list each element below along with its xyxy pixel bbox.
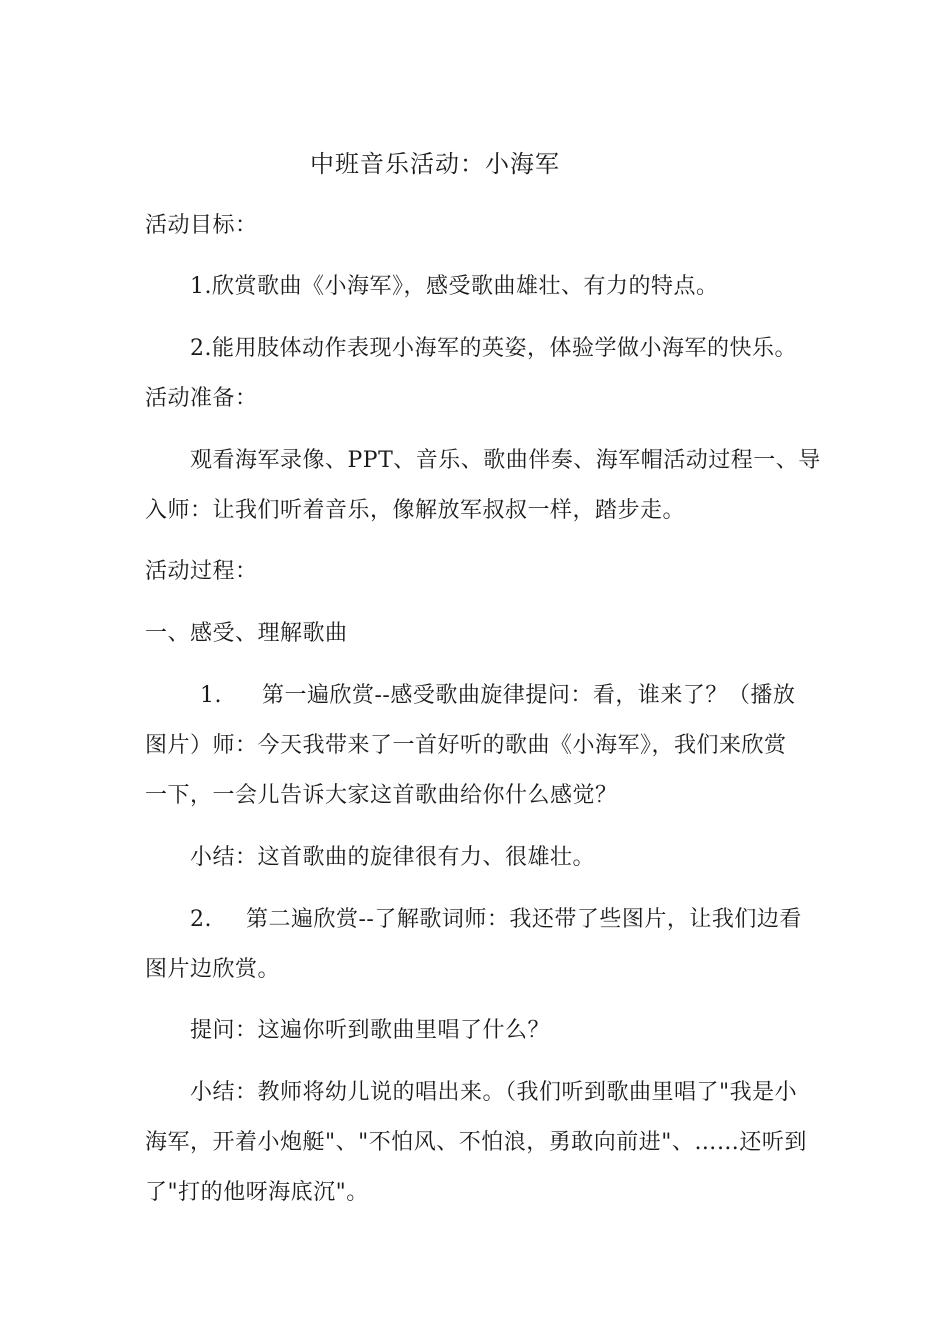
summary-2-line-2: 海军，开着小炮艇"、"不怕风、不怕浪，勇敢向前进"、……还听到	[145, 1130, 807, 1155]
step-2-number: 2.	[190, 907, 212, 932]
step-1-line-3: 一下，一会儿告诉大家这首歌曲给你什么感觉？	[145, 783, 618, 808]
summary-2-line-3: 了"打的他呀海底沉"。	[145, 1180, 369, 1205]
step-1-line-2: 图片）师：今天我带来了一首好听的歌曲《小海军》，我们来欣赏	[145, 733, 787, 758]
step-2-line-2: 图片边欣赏。	[145, 957, 281, 982]
process-heading: 活动过程：	[145, 559, 258, 584]
summary-1: 小结：这首歌曲的旋律很有力、很雄壮。	[190, 845, 596, 870]
prep-text-line-1: 观看海军录像、PPT、音乐、歌曲伴奏、海军帽活动过程一、导	[190, 448, 821, 473]
summary-2-line-1: 小结：教师将幼儿说的唱出来。（我们听到歌曲里唱了"我是小	[190, 1080, 798, 1105]
goal-item-2: 2.能用肢体动作表现小海军的英姿，体验学做小海军的快乐。	[190, 336, 797, 361]
prep-text-line-2: 入师：让我们听着音乐，像解放军叔叔一样，踏步走。	[145, 498, 686, 523]
step-2-line-1	[190, 905, 802, 935]
step-1-number: 1.	[200, 683, 222, 708]
step-1-line-1	[200, 681, 795, 711]
step-1-text: 第一遍欣赏--感受歌曲旋律提问：看，谁来了？（播放	[262, 683, 796, 708]
goal-item-1: 1.欣赏歌曲《小海军》，感受歌曲雄壮、有力的特点。	[190, 274, 719, 299]
prep-heading: 活动准备：	[145, 386, 258, 411]
page-title: 中班音乐活动：小海军	[310, 150, 560, 178]
section-1-heading: 一、感受、理解歌曲	[145, 621, 348, 646]
goals-heading: 活动目标：	[145, 213, 258, 238]
question-2: 提问：这遍你听到歌曲里唱了什么？	[190, 1018, 551, 1043]
step-2-text: 第二遍欣赏--了解歌词师：我还带了些图片，让我们边看	[246, 907, 802, 932]
